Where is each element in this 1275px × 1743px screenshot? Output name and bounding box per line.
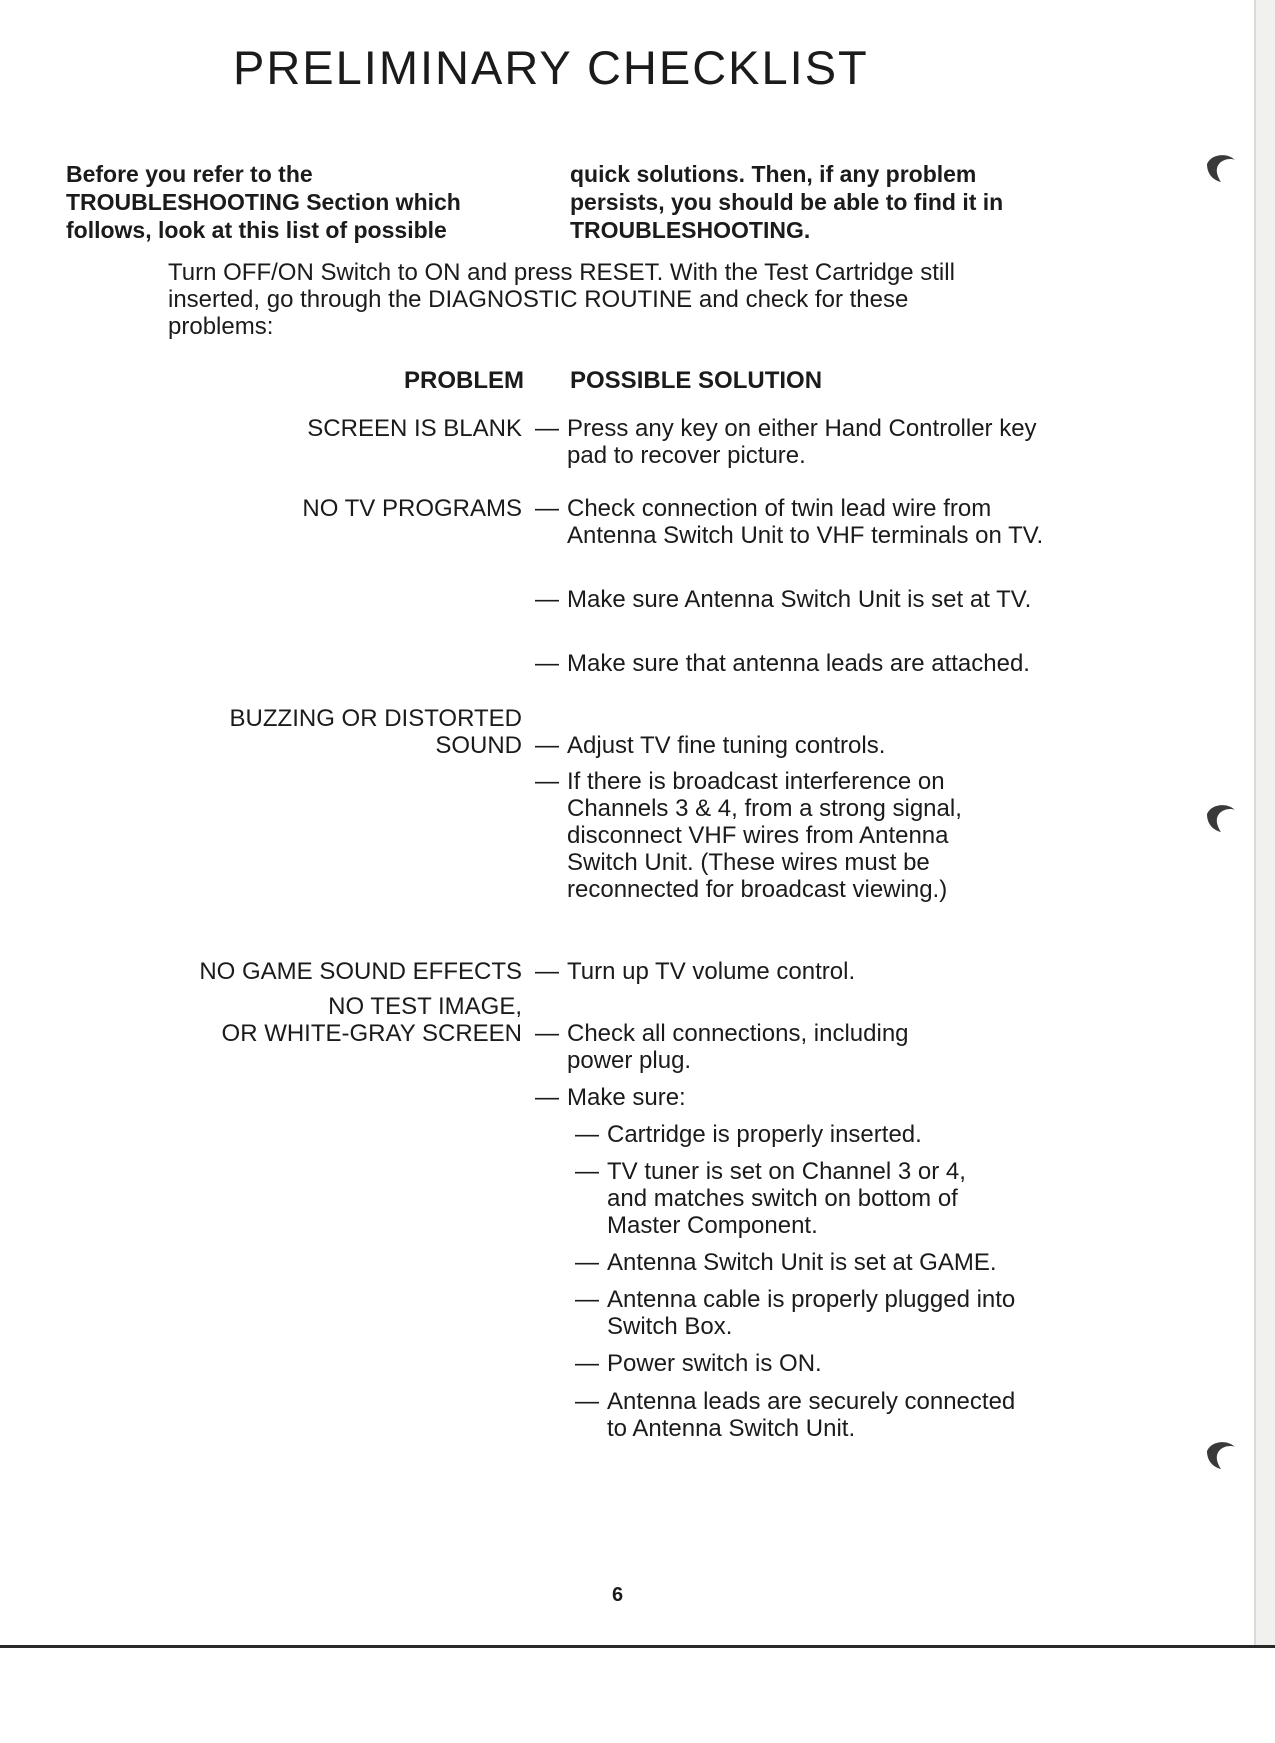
dash: —: [535, 415, 559, 442]
problem-header: PROBLEM: [404, 367, 524, 394]
sub-item: [575, 1249, 1075, 1276]
dash: —: [575, 1121, 599, 1148]
solution-text: Check all connections, including power plug.: [567, 1020, 909, 1074]
solution-item: [535, 1020, 1055, 1074]
sub-item: [575, 1286, 1075, 1340]
sub-item-text: Antenna cable is properly plugged into Switch Box.: [607, 1286, 1016, 1340]
dash: —: [535, 732, 559, 759]
solution-text: If there is broadcast interference on Channels 3 & 4, from a strong signal, disconnect VHF wires from Antenna Switch Unit. (These wires must be reconnected for broadcast viewing.): [567, 768, 962, 903]
dash: —: [575, 1158, 599, 1185]
dash: —: [575, 1249, 599, 1276]
solution-item: [535, 495, 1055, 549]
solution-item: [535, 650, 1055, 677]
solution-item: [535, 732, 1055, 759]
solution-item: [535, 1084, 1055, 1111]
dash: —: [575, 1286, 599, 1313]
page-number: 6: [612, 1584, 624, 1606]
sub-item-text: Cartridge is properly inserted.: [607, 1121, 922, 1148]
problem-no-tv-programs: NO TV PROGRAMS: [302, 495, 522, 522]
sub-item-text: Power switch is ON.: [607, 1350, 822, 1377]
dash: —: [535, 650, 559, 677]
solution-text: Make sure:: [567, 1084, 686, 1111]
sub-item: [575, 1121, 1075, 1148]
dash: —: [575, 1388, 599, 1415]
dash: —: [535, 958, 559, 985]
dash: —: [575, 1350, 599, 1377]
dash: —: [535, 1020, 559, 1047]
solution-text: Make sure Antenna Switch Unit is set at TV.: [567, 586, 1032, 613]
problem-no-test-image-line1: NO TEST IMAGE,: [328, 993, 522, 1020]
dash: —: [535, 768, 559, 795]
solution-item: [535, 586, 1055, 613]
instruction-paragraph: Turn OFF/ON Switch to ON and press RESET. With the Test Cartridge still inserted, go through the DIAGNOSTIC ROUTINE and check for these problems:: [168, 259, 955, 340]
solution-text: Check connection of twin lead wire from Antenna Switch Unit to VHF terminals on TV.: [567, 495, 1044, 549]
problem-no-test-image-line2: OR WHITE-GRAY SCREEN: [221, 1020, 522, 1047]
problem-buzzing-line1: BUZZING OR DISTORTED: [229, 705, 522, 732]
punch-hole-icon: [1205, 800, 1239, 844]
dash: —: [535, 1084, 559, 1111]
solution-item: [535, 958, 1055, 985]
page-title: PRELIMINARY CHECKLIST: [233, 41, 869, 94]
problem-screen-blank: SCREEN IS BLANK: [307, 415, 522, 442]
solution-text: Adjust TV fine tuning controls.: [567, 732, 886, 759]
problem-buzzing-line2: SOUND: [435, 732, 522, 759]
solution-item: [535, 768, 1055, 903]
intro-left: Before you refer to the TROUBLESHOOTING Section which follows, look at this list of possible: [66, 161, 461, 243]
page-edge: [1254, 0, 1275, 1740]
intro-right: quick solutions. Then, if any problem persists, you should be able to find it in TROUBLESHOOTING.: [570, 161, 1004, 243]
punch-hole-icon: [1205, 1437, 1239, 1481]
sub-item: [575, 1388, 1075, 1442]
sub-item: [575, 1350, 1075, 1377]
solution-text: Turn up TV volume control.: [567, 958, 856, 985]
dash: —: [535, 586, 559, 613]
solution-text: Press any key on either Hand Controller key pad to recover picture.: [567, 415, 1037, 469]
sub-item-text: Antenna leads are securely connected to Antenna Switch Unit.: [607, 1388, 1016, 1442]
sub-item: [575, 1158, 1075, 1239]
problem-no-sound-effects: NO GAME SOUND EFFECTS: [199, 958, 522, 985]
page-bottom-edge: [0, 1645, 1275, 1743]
punch-hole-icon: [1205, 150, 1239, 194]
dash: —: [535, 495, 559, 522]
sub-item-text: TV tuner is set on Channel 3 or 4, and matches switch on bottom of Master Component.: [607, 1158, 966, 1239]
solution-text: Make sure that antenna leads are attached.: [567, 650, 1030, 677]
sub-item-text: Antenna Switch Unit is set at GAME.: [607, 1249, 997, 1276]
solution-item: [535, 415, 1055, 469]
solution-header: POSSIBLE SOLUTION: [570, 367, 823, 394]
